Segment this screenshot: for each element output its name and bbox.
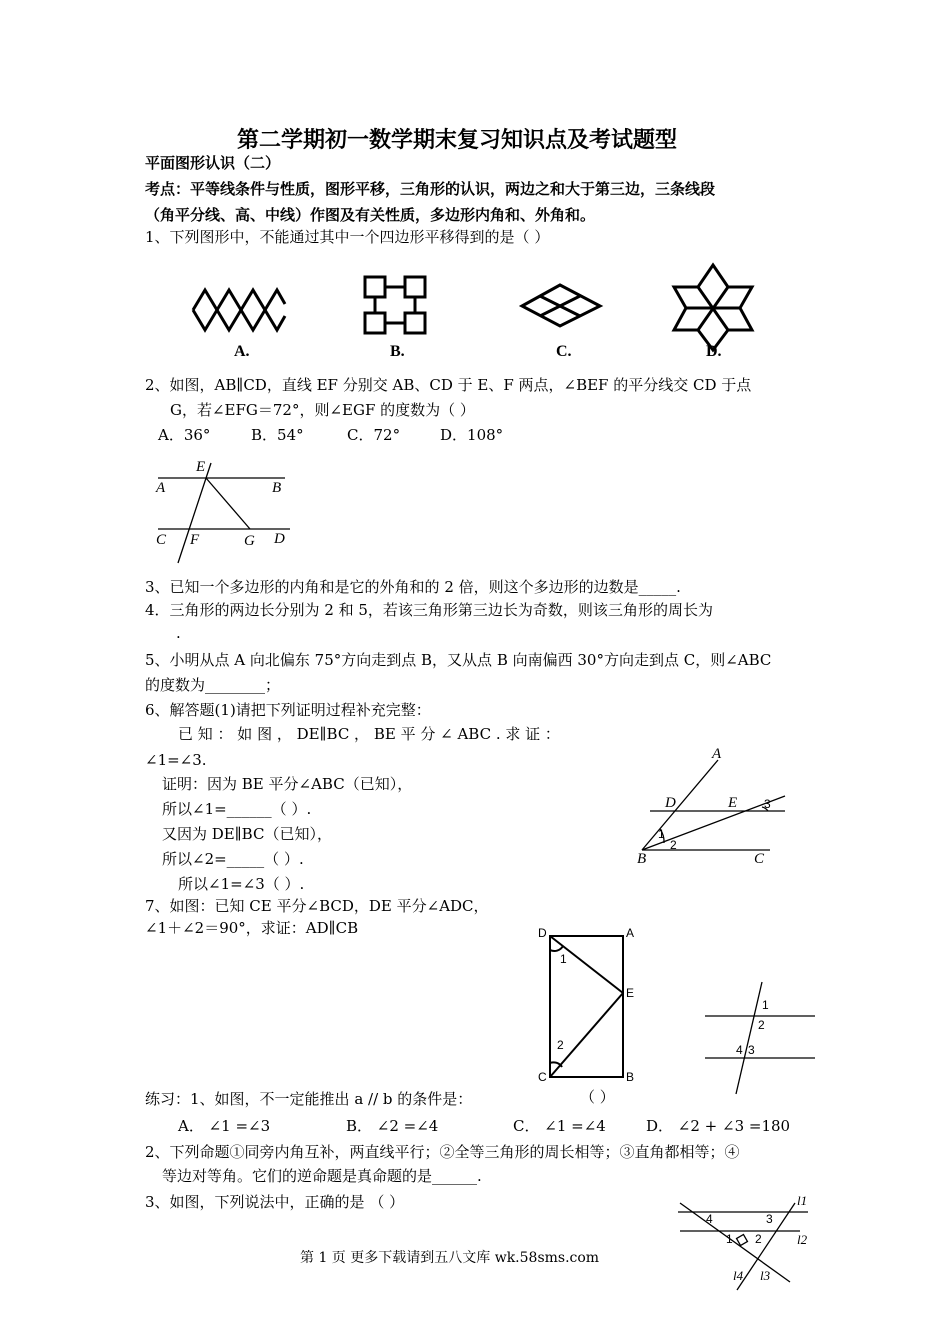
practice-option-a: A． ∠1 =∠3	[178, 1117, 271, 1135]
practice3-label-4: 4	[706, 1212, 713, 1226]
q7-label-a: A	[626, 926, 635, 940]
q2-label-g: G	[244, 533, 255, 549]
practice-q3: 3、如图，下列说法中，正确的是 （ ）	[145, 1193, 405, 1211]
practice-option-b: B． ∠2 =∠4	[346, 1117, 439, 1135]
q2-option-b: B．54°	[251, 426, 304, 444]
q2-option-c: C．72°	[347, 426, 401, 444]
page-footer: 第 1 页 更多下载请到五八文库 wk.58sms.com	[300, 1250, 600, 1266]
practice3-label-l4: l4	[733, 1268, 744, 1283]
q6-label-d: D	[665, 795, 676, 811]
q7-line-1: 7、如图：已知 CE 平分∠BCD，DE 平分∠ADC，	[145, 897, 489, 915]
q3-text: 3、已知一个多边形的内角和是它的外角和的 2 倍，则这个多边形的边数是_____.	[145, 578, 681, 596]
practice-option-d: D． ∠2 + ∠3 =180	[646, 1117, 791, 1135]
practice-option-c: C． ∠1 =∠4	[513, 1117, 606, 1135]
q6-label-c: C	[754, 851, 765, 867]
practice-q2-line-2: 等边对等角。它们的逆命题是真命题的是______.	[162, 1167, 482, 1185]
practice3-label-2: 2	[755, 1232, 762, 1246]
q7-line-2: ∠1＋∠2＝90°，求证：AD∥CB	[145, 919, 359, 937]
practice-label-3: 3	[748, 1043, 755, 1057]
q2-line-2: G，若∠EFG＝72°，则∠EGF 的度数为（ ）	[170, 401, 475, 419]
q5-line-2: 的度数为________；	[145, 676, 281, 694]
q7-label-e: E	[626, 986, 635, 1000]
q7-label-1: 1	[560, 952, 567, 966]
q6-line-3: ∠1=∠3.	[145, 751, 207, 769]
q2-line-1: 2、如图，AB∥CD，直线 EF 分别交 AB、CD 于 E、F 两点，∠BEF 的平分线交 CD 于点	[145, 376, 752, 394]
q6-line-7: 所以∠2=_____（ ）.	[162, 850, 304, 868]
q7-label-2: 2	[557, 1038, 564, 1052]
practice-figure	[705, 982, 815, 1094]
practice3-label-l1: l1	[797, 1193, 808, 1208]
q2-label-f: F	[190, 532, 200, 548]
q2-option-a: A．36°	[158, 426, 211, 444]
practice3-label-l2: l2	[797, 1232, 808, 1247]
q4-line-1: 4．三角形的两边长分别为 2 和 5，若该三角形第三边长为奇数，则该三角形的周长为	[145, 601, 713, 619]
practice-label-2: 2	[758, 1018, 765, 1032]
q2-label-e: E	[196, 459, 206, 475]
practice3-label-l3: l3	[760, 1268, 771, 1283]
q6-label-e: E	[728, 795, 738, 811]
practice-label-1: 1	[762, 998, 769, 1012]
q7-label-b: B	[626, 1070, 635, 1084]
section-heading: 平面图形认识（二）	[145, 154, 281, 172]
kaodian-line-2: （角平分线、高、中线）作图及有关性质，多边形内角和、外角和。	[145, 206, 596, 224]
q6-line-4: 证明：因为 BE 平分∠ABC（已知），	[162, 775, 413, 793]
page-title: 第二学期初一数学期末复习知识点及考试题型	[237, 128, 678, 153]
q2-label-a: A	[156, 480, 166, 496]
q6-line-2: 已 知 ： 如 图 ， DE∥BC ， BE 平 分 ∠ ABC . 求 证 ：	[178, 725, 560, 743]
q1-option-b: B.	[390, 343, 405, 360]
q1-option-a: A.	[234, 343, 250, 360]
q6-label-1: 1	[658, 827, 665, 841]
q1-text: 1、下列图形中，不能通过其中一个四边形平移得到的是（ ）	[145, 228, 550, 246]
practice-q1-paren: （ ）	[580, 1088, 615, 1106]
q1-option-d: D.	[706, 343, 722, 360]
practice-label-4: 4	[736, 1043, 743, 1057]
q2-option-d: D．108°	[440, 426, 504, 444]
q6-label-2: 2	[670, 838, 677, 852]
q1-option-c: C.	[556, 343, 572, 360]
practice-q1: 练习：1、如图，不一定能推出 a // b 的条件是：	[145, 1090, 473, 1108]
q2-label-c: C	[156, 532, 167, 548]
q6-line-6: 又因为 DE∥BC（已知），	[162, 825, 332, 843]
q4-line-2: .	[176, 624, 181, 642]
kaodian-line-1: 考点：平等线条件与性质，图形平移，三角形的认识，两边之和大于第三边，三条线段	[145, 180, 716, 198]
q6-label-b: B	[637, 851, 647, 867]
q6-line-1: 6、解答题(1)请把下列证明过程补充完整：	[145, 701, 431, 719]
q6-label-a: A	[712, 746, 722, 762]
q7-label-d: D	[538, 926, 547, 940]
practice3-label-3: 3	[766, 1212, 773, 1226]
q2-label-b: B	[272, 480, 282, 496]
q6-label-3: 3	[764, 797, 771, 811]
q5-line-1: 5、小明从点 A 向北偏东 75°方向走到点 B，又从点 B 向南偏西 30°方向走到点 C，则∠ABC	[145, 651, 772, 669]
practice-q2-line-1: 2、下列命题①同旁内角互补，两直线平行；②全等三角形的周长相等；③直角都相等；④	[145, 1143, 740, 1161]
q6-line-5: 所以∠1=______（ ）.	[162, 800, 312, 818]
practice3-label-1: 1	[726, 1232, 733, 1246]
q2-label-d: D	[274, 531, 285, 547]
q7-label-c: C	[538, 1070, 547, 1084]
q6-line-8: 所以∠1=∠3（ ）.	[178, 875, 305, 893]
